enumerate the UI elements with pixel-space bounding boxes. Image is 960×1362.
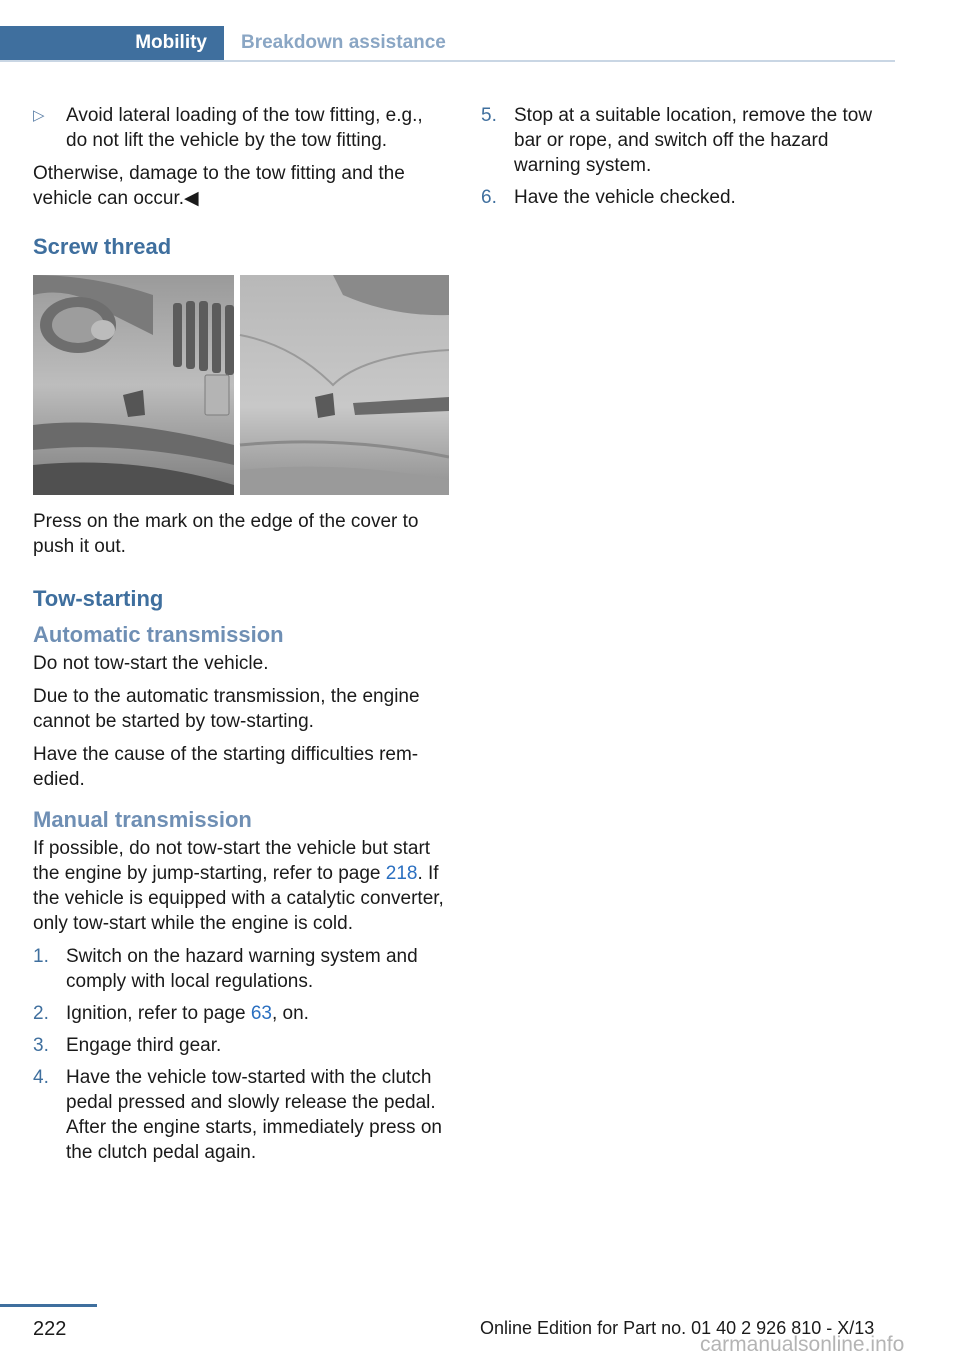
bullet-text: Avoid lateral loading of the tow fitting, e.g., do not lift the vehicle by the tow fitting. [66, 105, 423, 151]
step-text: Have the vehicle tow-started with the clutch pedal pressed and slowly release the pedal. After the engine starts, immediately press on the clutch pedal again. [66, 1067, 442, 1163]
step-text [66, 1001, 309, 1026]
bullet-item [33, 103, 449, 153]
step-text-after: , on. [271, 1003, 309, 1024]
step-number: 1. [33, 946, 49, 967]
step-text: Stop at a suitable location, remove the tow bar or rope, and switch off the hazard warning system. [514, 105, 873, 176]
automatic-paragraph-2: Due to the automatic transmission, the engine cannot be started by tow-starting. [33, 686, 420, 732]
step-5 [481, 103, 897, 178]
watermark: carmanualsonline.info [700, 1333, 905, 1356]
header-rule [0, 60, 895, 62]
step-4 [33, 1065, 449, 1165]
step-number: 4. [33, 1067, 49, 1088]
page-link-218[interactable]: 218 [385, 863, 418, 884]
step-text: Switch on the hazard warning system and comply with local regulations. [66, 946, 418, 992]
page-header [0, 26, 895, 62]
footer-rule [0, 1304, 97, 1307]
step-1 [33, 944, 449, 994]
subsection-tab: Breakdown assistance [241, 32, 446, 53]
screw-thread-figure [33, 275, 449, 495]
step-text: Have the vehicle checked. [514, 187, 736, 208]
manual-intro-text: If possible, do not tow-start the vehicle but start the engine by jump-starting, refer to page [33, 838, 431, 884]
manual-intro-text-end: . If the vehicle is equipped with a catalytic converter, only tow-start while the engine is cold. [33, 863, 444, 934]
step-number: 3. [33, 1035, 49, 1056]
step-6 [481, 185, 897, 210]
bumper-illustration [33, 275, 449, 495]
automatic-paragraph-1: Do not tow-start the vehicle. [33, 653, 269, 674]
step-text: Engage third gear. [66, 1035, 222, 1056]
step-number: 2. [33, 1003, 49, 1024]
left-column [33, 103, 449, 1172]
triangle-right-icon: ▷ [33, 107, 45, 124]
page-number: 222 [33, 1318, 67, 1340]
step-text-before: Ignition, refer to page [66, 1003, 251, 1024]
manual-intro [33, 836, 449, 936]
tow-starting-heading: Tow-starting [33, 586, 164, 611]
edition-text: Online Edition for Part no. 01 40 2 926 810 - X/13 [480, 1318, 875, 1338]
manual-transmission-heading: Manual transmission [33, 807, 252, 832]
page-link-63[interactable]: 63 [250, 1003, 272, 1024]
screw-thread-heading: Screw thread [33, 234, 172, 259]
step-number: 6. [481, 187, 497, 208]
step-3 [33, 1033, 449, 1058]
automatic-paragraph-3: Have the cause of the starting difficulties remedied. [33, 744, 419, 790]
section-tab: Mobility [0, 26, 224, 60]
right-column [481, 103, 897, 217]
step-number: 5. [481, 105, 497, 126]
automatic-transmission-heading: Automatic transmission [33, 622, 284, 647]
step-2 [33, 1001, 449, 1026]
screw-thread-text: Press on the mark on the edge of the cover to push it out. [33, 511, 419, 557]
warning-end-text: Otherwise, damage to the tow fitting and the vehicle can occur.◀ [33, 163, 405, 209]
